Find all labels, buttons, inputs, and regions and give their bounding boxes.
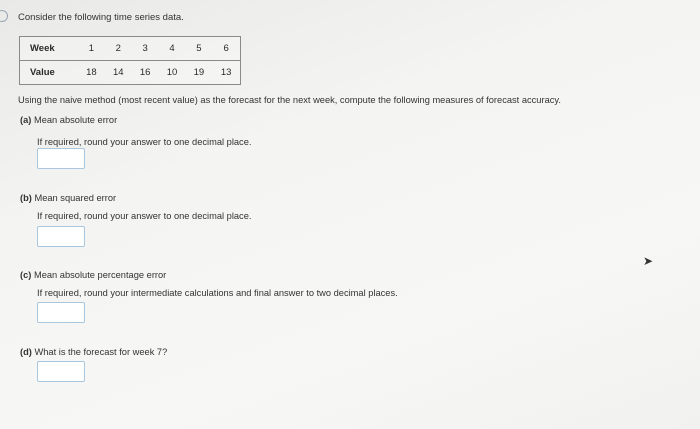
value-cell: 19	[185, 61, 212, 85]
week-row	[20, 37, 241, 61]
cursor-arrow-icon: ➤	[643, 254, 654, 268]
part-c-title: Mean absolute percentage error	[33, 270, 167, 280]
part-b-hint: If required, round your answer to one decimal place.	[37, 211, 252, 221]
part-c-heading	[20, 270, 166, 280]
part-a-answer-input[interactable]	[37, 148, 85, 169]
week-row-label: Week	[20, 37, 79, 61]
part-d-heading	[20, 347, 167, 357]
value-cell: 16	[132, 61, 159, 85]
part-c-tag: (c)	[20, 270, 32, 280]
value-row	[20, 61, 241, 85]
value-cell: 10	[159, 61, 186, 85]
part-d-answer-input[interactable]	[37, 361, 85, 382]
week-cell: 1	[78, 37, 105, 61]
instruction-text: Using the naive method (most recent value) as the forecast for the next week, compute the following measures of forecast accuracy.	[18, 95, 561, 105]
part-c-hint: If required, round your intermediate calculations and final answer to two decimal places.	[37, 288, 398, 298]
part-a-tag: (a)	[20, 115, 32, 125]
question-marker-icon	[0, 10, 8, 22]
week-cell: 6	[212, 37, 240, 61]
week-cell: 5	[185, 37, 212, 61]
part-a-hint: If required, round your answer to one decimal place.	[37, 137, 252, 147]
value-cell: 14	[105, 61, 132, 85]
question-intro: Consider the following time series data.	[18, 12, 184, 23]
week-cell: 3	[132, 37, 159, 61]
part-b-title: Mean squared error	[34, 193, 117, 203]
value-row-label: Value	[20, 61, 79, 85]
part-a-title: Mean absolute error	[33, 115, 118, 125]
value-cell: 13	[212, 61, 240, 85]
part-c-answer-input[interactable]	[37, 302, 85, 323]
part-d-tag: (d)	[20, 347, 32, 357]
part-a-heading	[20, 115, 117, 125]
time-series-table	[19, 36, 241, 85]
part-d-title: What is the forecast for week 7?	[34, 347, 168, 357]
part-b-tag: (b)	[20, 193, 32, 203]
part-b-answer-input[interactable]	[37, 226, 85, 247]
week-cell: 2	[105, 37, 132, 61]
value-cell: 18	[78, 61, 105, 85]
part-b-heading	[20, 193, 116, 203]
week-cell: 4	[159, 37, 186, 61]
